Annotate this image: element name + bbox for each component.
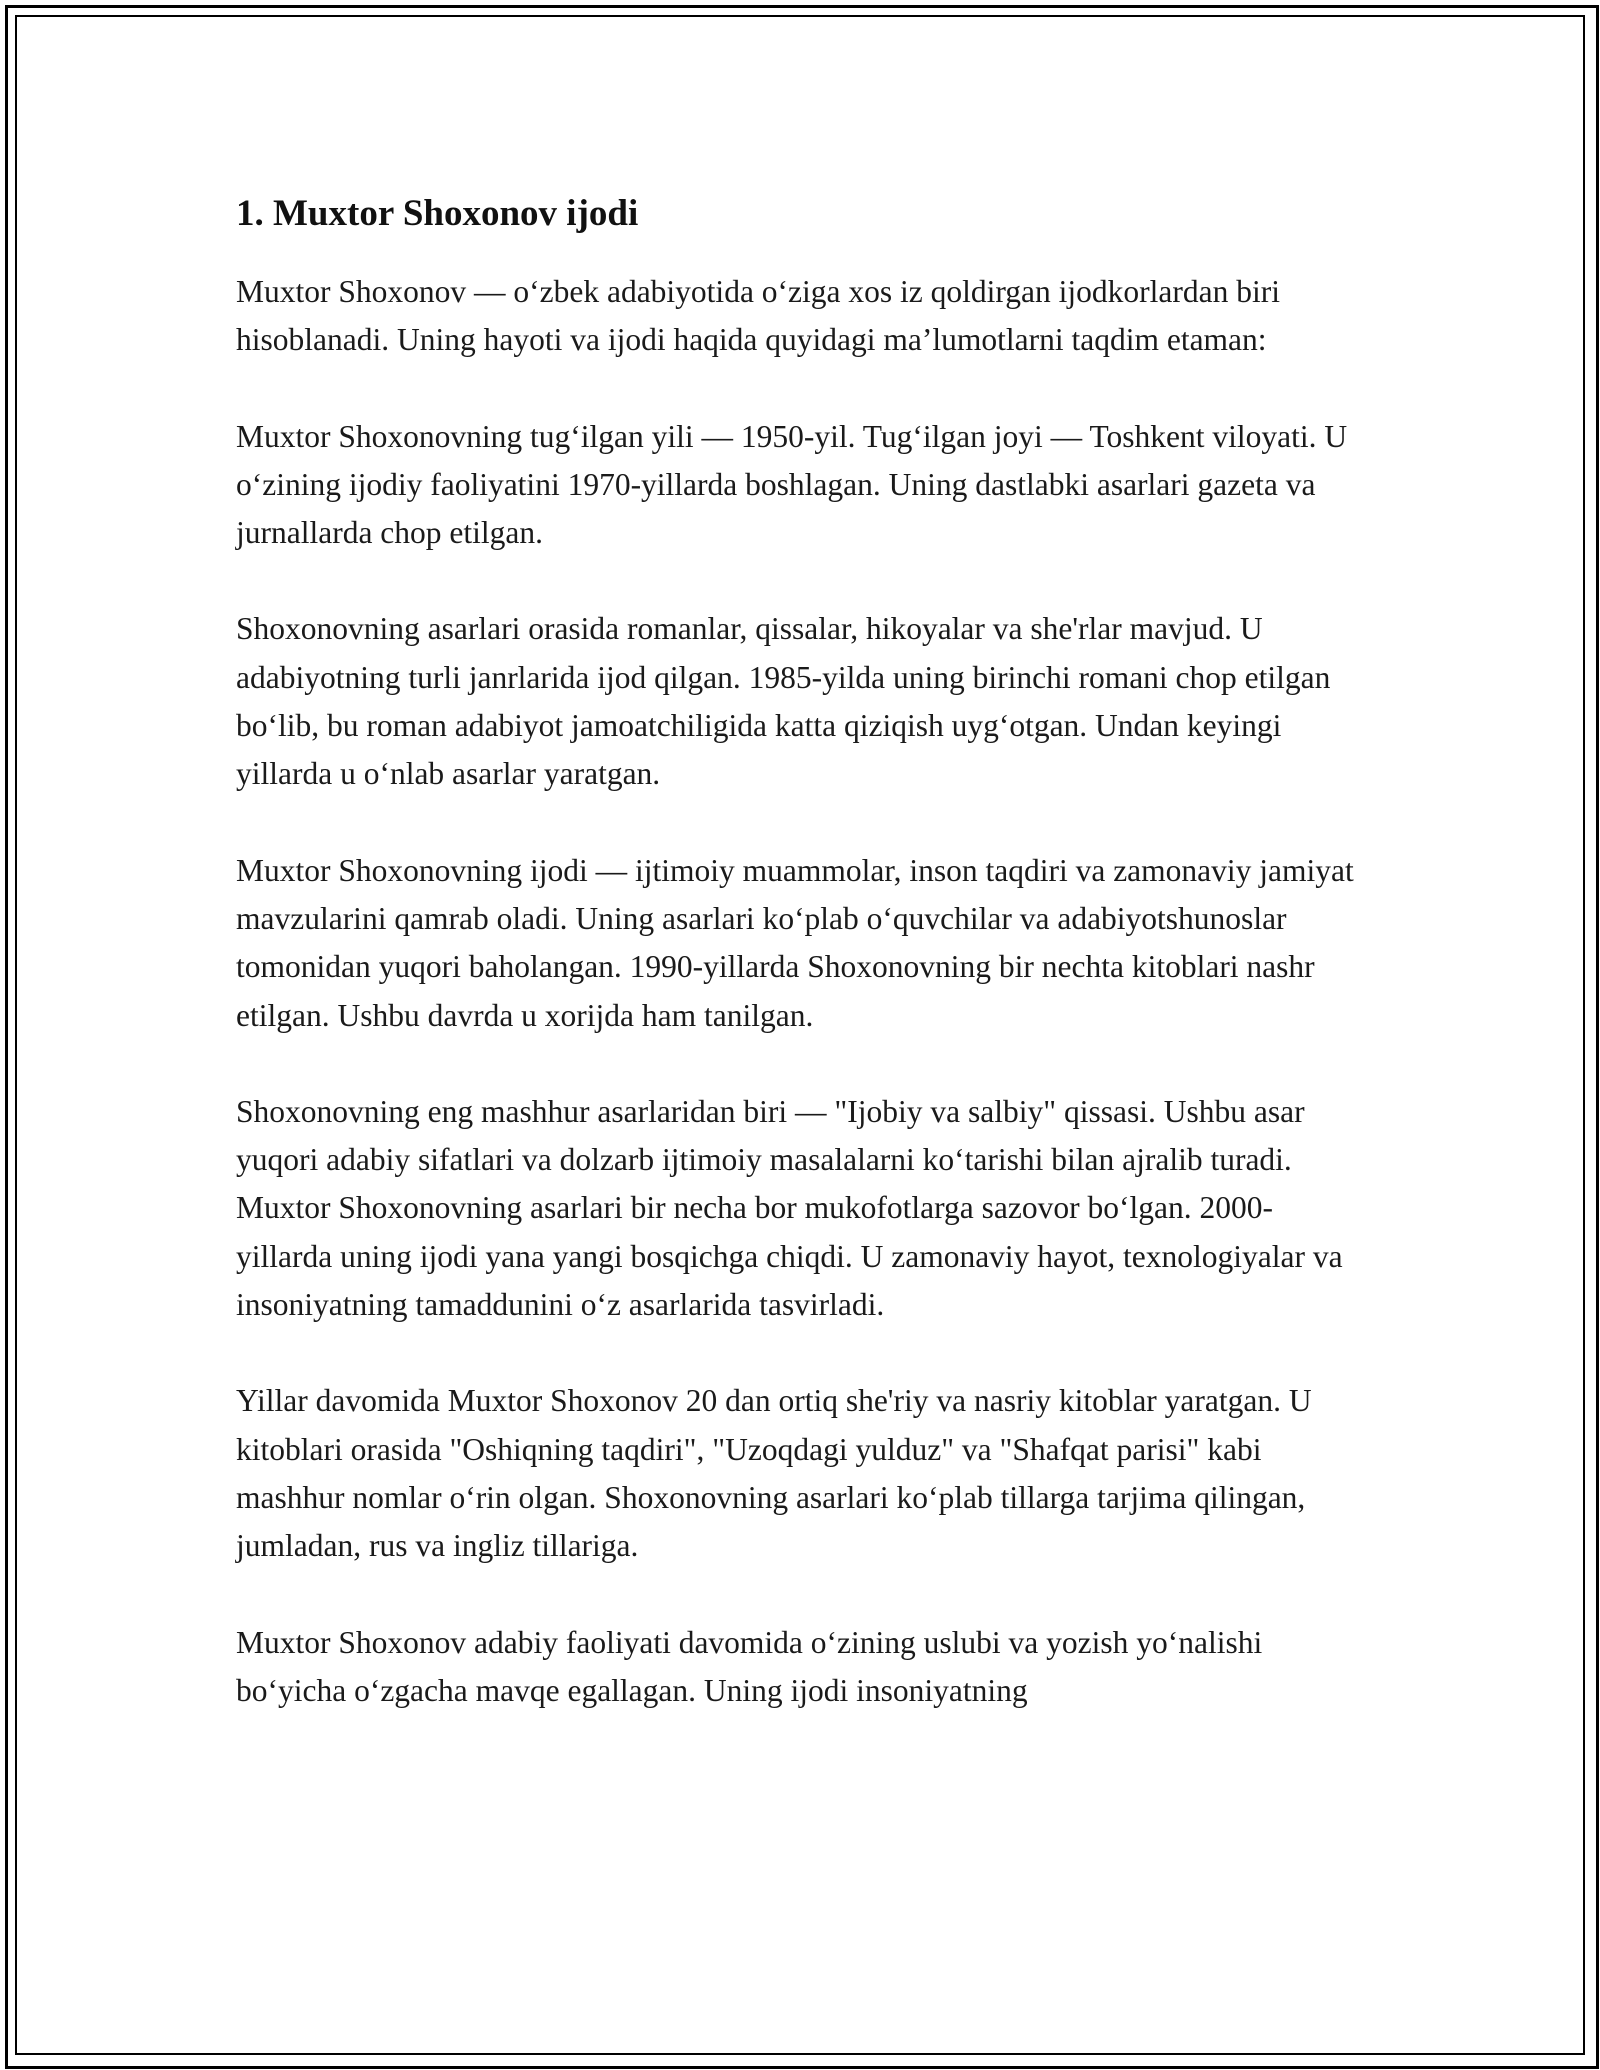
paragraph-style: Muxtor Shoxonov adabiy faoliyati davomida o‘zining uslubi va yozish yo‘nalishi bo‘yicha o‘zgacha mavqe egallagan. Uning ijodi insoniyatning [236, 1624, 1263, 1708]
section-title: 1. Muxtor Shoxonov ijodi [236, 193, 639, 234]
paragraph-books: Yillar davomida Muxtor Shoxonov 20 dan ortiq she'riy va nasriy kitoblar yaratgan. U kitoblari orasida "Oshiqning taqdiri", "Uzoqdagi yulduz" va "Shafqat parisi" kabi mashhur nomlar o‘rin olgan. Shoxonovning asarlari ko‘plab tillarga tarjima qilingan, jumladan, rus va ingliz tillariga. [236, 1383, 1312, 1564]
paragraph-intro: Muxtor Shoxonov — o‘zbek adabiyotida o‘ziga xos iz qoldirgan ijodkorlardan biri hisoblanadi. Uning hayoti va ijodi haqida quyidagi ma’lumotlarni taqdim etaman: [236, 274, 1280, 358]
paragraph-genres: Shoxonovning asarlari orasida romanlar, qissalar, hikoyalar va she'rlar mavjud. U adabiyotning turli janrlarida ijod qilgan. 1985-yilda uning birinchi romani chop etilgan bo‘lib, bu roman adabiyot jamoatchiligida katta qiziqish uyg‘otgan. Undan keyingi yillarda u o‘nlab asarlar yaratgan. [236, 611, 1331, 792]
document-body [236, 186, 1366, 1763]
paragraph-biography: Muxtor Shoxonovning tug‘ilgan yili — 1950-yil. Tug‘ilgan joyi — Toshkent viloyati. U o‘zining ijodiy faoliyatini 1970-yillarda boshlagan. Uning dastlabki asarlari gazeta va jurnallarda chop etilgan. [236, 418, 1348, 551]
paragraph-famous-works: Shoxonovning eng mashhur asarlaridan biri — "Ijobiy va salbiy" qissasi. Ushbu asar yuqori adabiy sifatlari va dolzarb ijtimoiy masalalarni ko‘tarishi bilan ajralib turadi. Muxtor Shoxonovning asarlari bir necha bor mukofotlarga sazovor bo‘lgan. 2000-yillarda uning ijodi yana yangi bosqichga chiqdi. U zamonaviy hayot, texnologiyalar va insoniyatning tamaddunini o‘z asarlarida tasvirladi. [236, 1093, 1343, 1323]
paragraph-themes: Muxtor Shoxonovning ijodi — ijtimoiy muammolar, inson taqdiri va zamonaviy jamiyat mavzularini qamrab oladi. Uning asarlari ko‘plab o‘quvchilar va adabiyotshunoslar tomonidan yuqori baholangan. 1990-yillarda Shoxonovning bir nechta kitoblari nashr etilgan. Ushbu davrda u xorijda ham tanilgan. [236, 852, 1354, 1033]
